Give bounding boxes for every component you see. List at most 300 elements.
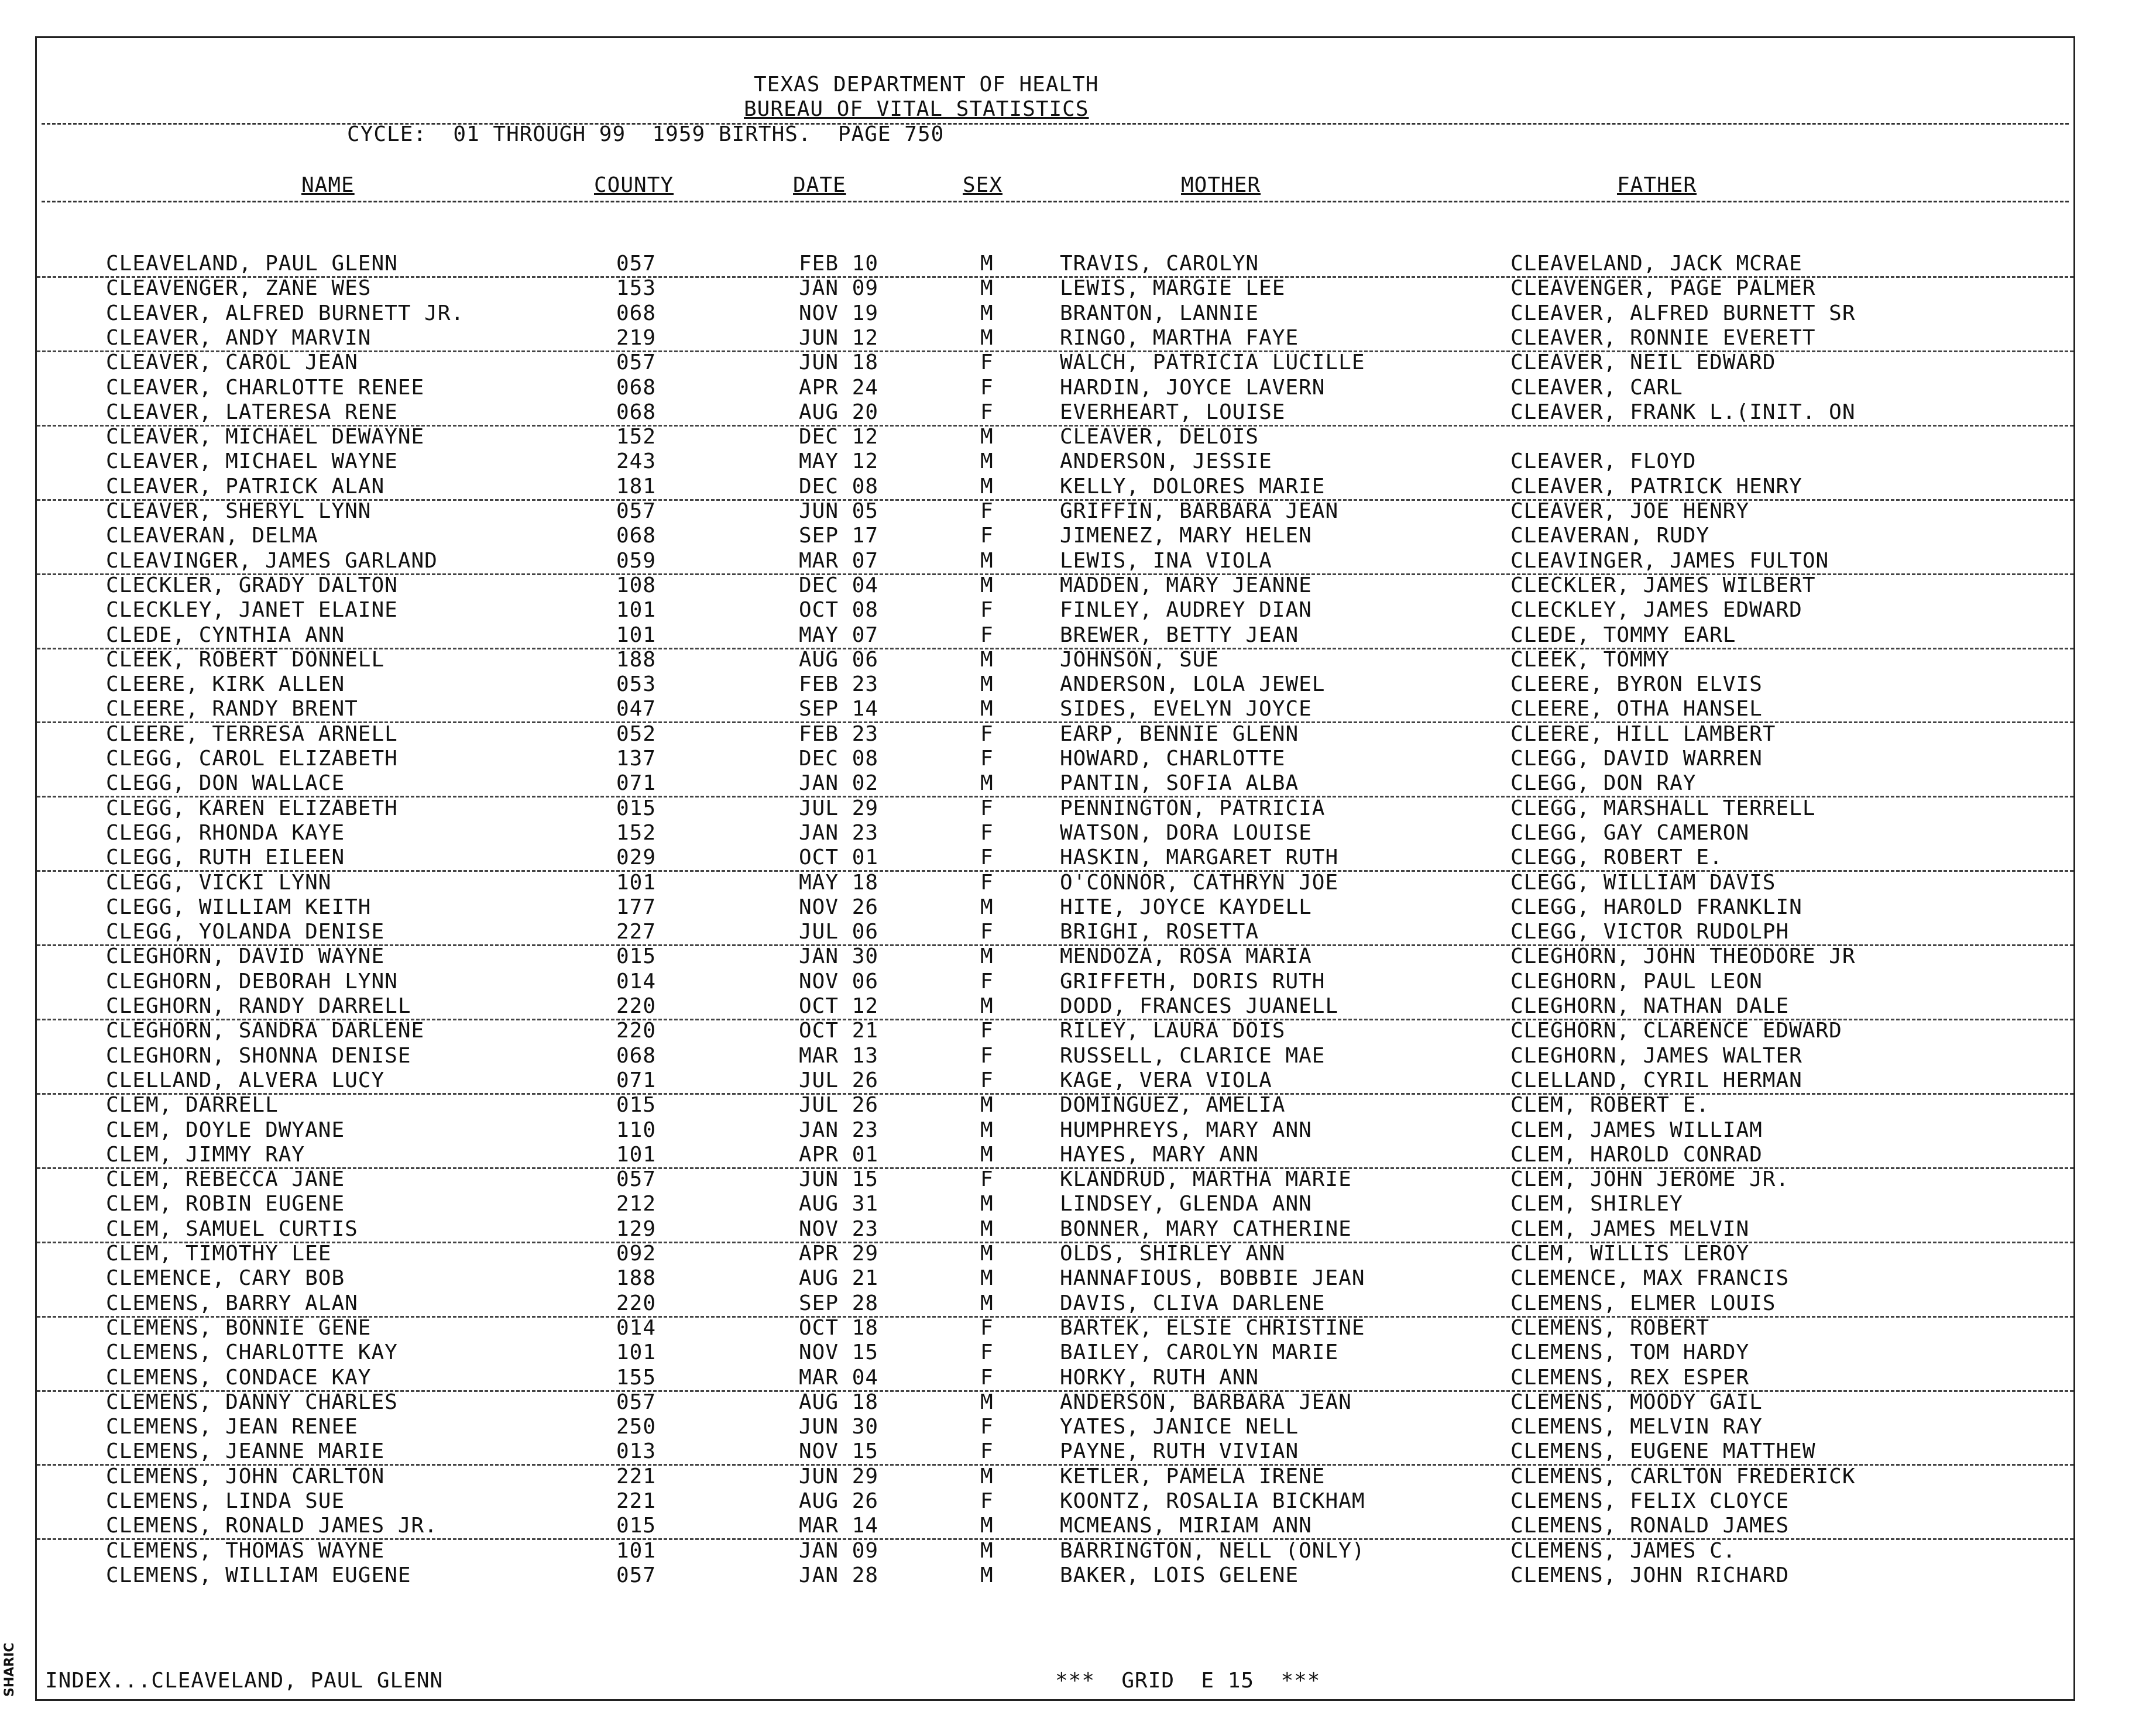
record-mother: DOMINGUEZ, AMELIA — [1060, 1093, 1286, 1118]
record-sex: F — [980, 350, 994, 375]
record-date: OCT 01 — [799, 845, 879, 870]
record-sex: M — [980, 647, 994, 672]
record-mother: PANTIN, SOFIA ALBA — [1060, 771, 1299, 796]
record-name: CLEGHORN, DEBORAH LYNN — [106, 969, 398, 994]
record-county: 250 — [616, 1415, 657, 1439]
record-father: CLEGG, DAVID WARREN — [1510, 747, 1763, 771]
record-sex: F — [980, 1167, 994, 1192]
record-row — [37, 871, 2073, 895]
record-county: 057 — [616, 350, 657, 375]
record-county: 188 — [616, 1266, 657, 1291]
record-name: CLEMENS, JEAN RENEE — [106, 1415, 358, 1439]
record-father: CLEMENS, RONALD JAMES — [1510, 1514, 1790, 1538]
record-father: CLEGG, GAY CAMERON — [1510, 820, 1750, 845]
record-sex: F — [980, 1068, 994, 1092]
record-mother: HITE, JOYCE KAYDELL — [1060, 895, 1312, 919]
record-county: 068 — [616, 400, 657, 424]
record-mother: PENNINGTON, PATRICIA — [1060, 796, 1326, 820]
record-name: CLEAVER, MICHAEL WAYNE — [106, 449, 398, 474]
record-sex: M — [980, 1242, 994, 1266]
record-mother: GRIFFIN, BARBARA JEAN — [1060, 499, 1339, 523]
record-sex: M — [980, 1291, 994, 1315]
record-county: 101 — [616, 1340, 657, 1365]
record-row — [37, 425, 2073, 449]
record-date: APR 01 — [799, 1142, 879, 1167]
record-sex: M — [980, 573, 994, 597]
record-mother: PAYNE, RUTH VIVIAN — [1060, 1439, 1299, 1464]
record-row — [37, 1291, 2073, 1318]
record-father: CLEMENS, TOM HARDY — [1510, 1340, 1750, 1365]
record-name: CLEMENS, CONDACE KAY — [106, 1365, 372, 1390]
record-sex: F — [980, 920, 994, 944]
record-father: CLEMENS, JAMES C. — [1510, 1538, 1736, 1563]
record-row — [37, 672, 2073, 697]
record-mother: ANDERSON, BARBARA JEAN — [1060, 1390, 1352, 1414]
record-date: MAR 14 — [799, 1514, 879, 1538]
record-name: CLEGHORN, SHONNA DENISE — [106, 1043, 411, 1068]
record-father: CLEM, ROBERT E. — [1510, 1093, 1710, 1118]
record-name: CLEAVERAN, DELMA — [106, 524, 318, 548]
column-header-mother: MOTHER — [1181, 173, 1261, 197]
record-sex: M — [980, 425, 994, 449]
record-name: CLEAVER, LATERESA RENE — [106, 400, 398, 424]
record-father: CLEM, JOHN JEROME JR. — [1510, 1167, 1790, 1192]
record-county: 068 — [616, 524, 657, 548]
record-father: CLEM, JAMES MELVIN — [1510, 1216, 1750, 1241]
record-row — [37, 1514, 2073, 1540]
record-sex: F — [980, 1019, 994, 1043]
record-father: CLEGG, ROBERT E. — [1510, 845, 1723, 870]
record-county: 137 — [616, 747, 657, 771]
record-sex: M — [980, 474, 994, 499]
record-sex: M — [980, 325, 994, 350]
record-county: 177 — [616, 895, 657, 919]
record-sex: M — [980, 1192, 994, 1216]
record-name: CLEM, DARRELL — [106, 1093, 279, 1118]
record-row — [37, 1242, 2073, 1266]
index-footer: INDEX...CLEAVELAND, PAUL GLENN — [45, 1669, 444, 1693]
record-mother: ANDERSON, LOLA JEWEL — [1060, 672, 1326, 697]
column-header-sex: SEX — [963, 173, 1003, 197]
record-name: CLEGG, DON WALLACE — [106, 771, 345, 796]
record-county: 220 — [616, 994, 657, 1018]
record-name: CLEAVER, CAROL JEAN — [106, 350, 358, 375]
column-header-father: FATHER — [1617, 173, 1697, 197]
record-mother: DODD, FRANCES JUANELL — [1060, 994, 1339, 1018]
record-mother: EARP, BENNIE GLENN — [1060, 721, 1299, 746]
record-date: OCT 18 — [799, 1315, 879, 1340]
record-mother: WALCH, PATRICIA LUCILLE — [1060, 350, 1365, 375]
column-header-name: NAME — [301, 173, 355, 197]
record-sex: M — [980, 1118, 994, 1142]
record-father: CLELLAND, CYRIL HERMAN — [1510, 1068, 1802, 1092]
record-father: CLEAVER, FLOYD — [1510, 449, 1697, 474]
record-date: JAN 09 — [799, 1538, 879, 1563]
record-county: 221 — [616, 1464, 657, 1489]
record-name: CLEMENS, BONNIE GENE — [106, 1315, 372, 1340]
record-name: CLEAVENGER, ZANE WES — [106, 276, 372, 301]
record-sex: F — [980, 623, 994, 647]
record-father: CLEGG, HAROLD FRANKLIN — [1510, 895, 1802, 919]
record-name: CLEMENS, THOMAS WAYNE — [106, 1538, 385, 1563]
record-father: CLEAVER, RONNIE EVERETT — [1510, 325, 1816, 350]
record-row — [37, 1415, 2073, 1439]
record-mother: HORKY, RUTH ANN — [1060, 1365, 1259, 1390]
record-mother: JOHNSON, SUE — [1060, 647, 1220, 672]
record-row — [37, 845, 2073, 872]
record-name: CLECKLER, GRADY DALTON — [106, 573, 398, 597]
record-date: MAR 07 — [799, 548, 879, 573]
record-name: CLEERE, KIRK ALLEN — [106, 672, 345, 697]
record-county: 014 — [616, 969, 657, 994]
record-sex: M — [980, 994, 994, 1018]
record-sex: F — [980, 870, 994, 895]
record-date: SEP 17 — [799, 524, 879, 548]
record-date: DEC 04 — [799, 573, 879, 597]
record-row — [37, 648, 2073, 672]
record-row — [37, 524, 2073, 548]
record-date: JAN 09 — [799, 276, 879, 301]
record-date: NOV 23 — [799, 1216, 879, 1241]
record-county: 068 — [616, 301, 657, 325]
record-sex: F — [980, 1043, 994, 1068]
record-sex: M — [980, 672, 994, 697]
record-name: CLEEK, ROBERT DONNELL — [106, 647, 385, 672]
record-mother: RUSSELL, CLARICE MAE — [1060, 1043, 1326, 1068]
record-sex: F — [980, 1415, 994, 1439]
record-sex: F — [980, 1489, 994, 1513]
record-name: CLEERE, RANDY BRENT — [106, 697, 358, 721]
record-county: 015 — [616, 796, 657, 820]
record-county: 153 — [616, 276, 657, 301]
record-father: CLEAVER, ALFRED BURNETT SR — [1510, 301, 1856, 325]
record-date: DEC 12 — [799, 425, 879, 449]
record-row — [37, 1366, 2073, 1392]
record-father: CLEMENS, MELVIN RAY — [1510, 1415, 1763, 1439]
record-date: JAN 02 — [799, 771, 879, 796]
record-row — [37, 301, 2073, 326]
record-date: JUN 15 — [799, 1167, 879, 1192]
record-mother: KAGE, VERA VIOLA — [1060, 1068, 1272, 1092]
record-mother: BRANTON, LANNIE — [1060, 301, 1259, 325]
record-date: APR 24 — [799, 375, 879, 400]
record-name: CLEGG, YOLANDA DENISE — [106, 920, 385, 944]
record-father: CLEERE, OTHA HANSEL — [1510, 697, 1763, 721]
record-row — [37, 598, 2073, 623]
record-mother: HOWARD, CHARLOTTE — [1060, 747, 1286, 771]
record-father: CLEMENS, CARLTON FREDERICK — [1510, 1464, 1856, 1489]
record-sex: M — [980, 1093, 994, 1118]
record-mother: SIDES, EVELYN JOYCE — [1060, 697, 1312, 721]
record-sex: M — [980, 276, 994, 301]
record-row — [37, 1563, 2073, 1588]
record-father: CLEGHORN, JAMES WALTER — [1510, 1043, 1802, 1068]
record-name: CLEAVER, MICHAEL DEWAYNE — [106, 425, 425, 449]
record-name: CLEM, JIMMY RAY — [106, 1142, 305, 1167]
record-date: MAY 12 — [799, 449, 879, 474]
record-father: CLEGHORN, CLARENCE EDWARD — [1510, 1019, 1842, 1043]
record-sex: M — [980, 1390, 994, 1414]
column-header-divider — [42, 201, 2069, 202]
record-name: CLEMENS, JEANNE MARIE — [106, 1439, 385, 1464]
record-date: MAY 07 — [799, 623, 879, 647]
record-county: 101 — [616, 598, 657, 623]
record-father: CLEGHORN, JOHN THEODORE JR — [1510, 944, 1856, 969]
record-mother: BARTEK, ELSIE CHRISTINE — [1060, 1315, 1365, 1340]
record-sex: F — [980, 1340, 994, 1365]
record-mother: BAKER, LOIS GELENE — [1060, 1563, 1299, 1587]
record-father: CLEMENCE, MAX FRANCIS — [1510, 1266, 1790, 1291]
record-name: CLECKLEY, JANET ELAINE — [106, 598, 398, 623]
record-mother: TRAVIS, CAROLYN — [1060, 252, 1259, 276]
record-sex: F — [980, 524, 994, 548]
record-date: JAN 23 — [799, 1118, 879, 1142]
record-county: 057 — [616, 1167, 657, 1192]
record-county: 219 — [616, 325, 657, 350]
department-title: TEXAS DEPARTMENT OF HEALTH — [754, 73, 1099, 97]
record-date: AUG 21 — [799, 1266, 879, 1291]
record-mother: O'CONNOR, CATHRYN JOE — [1060, 870, 1339, 895]
record-row — [37, 1167, 2073, 1192]
record-row — [37, 449, 2073, 474]
record-date: OCT 21 — [799, 1019, 879, 1043]
record-mother: JIMENEZ, MARY HELEN — [1060, 524, 1312, 548]
record-name: CLEGHORN, RANDY DARRELL — [106, 994, 411, 1018]
record-name: CLEGG, RUTH EILEEN — [106, 845, 345, 870]
record-date: MAR 13 — [799, 1043, 879, 1068]
record-row — [37, 276, 2073, 301]
record-county: 152 — [616, 425, 657, 449]
record-row — [37, 944, 2073, 969]
record-father: CLEGG, WILLIAM DAVIS — [1510, 870, 1776, 895]
record-father: CLEAVERAN, RUDY — [1510, 524, 1710, 548]
record-father: CLEMENS, EUGENE MATTHEW — [1510, 1439, 1816, 1464]
record-county: 129 — [616, 1216, 657, 1241]
record-name: CLEAVER, SHERYL LYNN — [106, 499, 372, 523]
column-header-date: DATE — [793, 173, 846, 197]
record-row — [37, 573, 2073, 598]
record-row — [37, 1019, 2073, 1043]
record-sex: M — [980, 895, 994, 919]
record-row — [37, 326, 2073, 352]
record-father: CLEM, HAROLD CONRAD — [1510, 1142, 1763, 1167]
record-sex: M — [980, 1514, 994, 1538]
record-county: 057 — [616, 499, 657, 523]
record-mother: BRIGHI, ROSETTA — [1060, 920, 1259, 944]
record-mother: OLDS, SHIRLEY ANN — [1060, 1242, 1286, 1266]
record-name: CLEM, TIMOTHY LEE — [106, 1242, 332, 1266]
record-county: 152 — [616, 820, 657, 845]
record-row — [37, 499, 2073, 524]
record-date: JUN 30 — [799, 1415, 879, 1439]
record-father: CLEEK, TOMMY — [1510, 647, 1670, 672]
record-name: CLEAVINGER, JAMES GARLAND — [106, 548, 438, 573]
record-name: CLEAVER, ALFRED BURNETT JR. — [106, 301, 465, 325]
record-date: DEC 08 — [799, 474, 879, 499]
record-sex: M — [980, 944, 994, 969]
record-county: 015 — [616, 1093, 657, 1118]
record-mother: HANNAFIOUS, BOBBIE JEAN — [1060, 1266, 1365, 1291]
record-sex: F — [980, 1439, 994, 1464]
record-name: CLEM, DOYLE DWYANE — [106, 1118, 345, 1142]
record-mother: KLANDRUD, MARTHA MARIE — [1060, 1167, 1352, 1192]
record-county: 013 — [616, 1439, 657, 1464]
record-row — [37, 1439, 2073, 1466]
record-date: JAN 23 — [799, 820, 879, 845]
record-county: 052 — [616, 721, 657, 746]
record-name: CLEMENS, RONALD JAMES JR. — [106, 1514, 438, 1538]
record-county: 068 — [616, 1043, 657, 1068]
record-date: NOV 26 — [799, 895, 879, 919]
record-mother: EVERHEART, LOUISE — [1060, 400, 1286, 424]
record-county: 101 — [616, 623, 657, 647]
record-county: 101 — [616, 1142, 657, 1167]
header-divider — [42, 123, 2069, 125]
record-sex: M — [980, 252, 994, 276]
record-mother: CLEAVER, DELOIS — [1060, 425, 1259, 449]
record-county: 101 — [616, 870, 657, 895]
record-name: CLEMENCE, CARY BOB — [106, 1266, 345, 1291]
record-mother: BAILEY, CAROLYN MARIE — [1060, 1340, 1339, 1365]
record-name: CLEMENS, CHARLOTTE KAY — [106, 1340, 398, 1365]
record-father: CLEAVER, CARL — [1510, 375, 1683, 400]
record-father: CLECKLEY, JAMES EDWARD — [1510, 598, 1802, 623]
record-date: JUN 29 — [799, 1464, 879, 1489]
record-mother: LEWIS, MARGIE LEE — [1060, 276, 1286, 301]
record-father: CLEGHORN, NATHAN DALE — [1510, 994, 1790, 1018]
record-row — [37, 549, 2073, 575]
record-row — [37, 796, 2073, 821]
record-date: SEP 14 — [799, 697, 879, 721]
record-date: JUL 29 — [799, 796, 879, 820]
record-row — [37, 400, 2073, 427]
record-name: CLEDE, CYNTHIA ANN — [106, 623, 345, 647]
record-sex: F — [980, 820, 994, 845]
record-father: CLEAVER, JOE HENRY — [1510, 499, 1750, 523]
record-county: 212 — [616, 1192, 657, 1216]
record-mother: LEWIS, INA VIOLA — [1060, 548, 1272, 573]
record-date: NOV 19 — [799, 301, 879, 325]
record-name: CLELLAND, ALVERA LUCY — [106, 1068, 385, 1092]
record-mother: DAVIS, CLIVA DARLENE — [1060, 1291, 1326, 1315]
record-sex: M — [980, 1142, 994, 1167]
record-name: CLEAVER, CHARLOTTE RENEE — [106, 375, 425, 400]
record-date: MAR 04 — [799, 1365, 879, 1390]
record-father: CLEGG, MARSHALL TERRELL — [1510, 796, 1816, 820]
record-county: 220 — [616, 1019, 657, 1043]
record-date: JAN 28 — [799, 1563, 879, 1587]
record-mother: BARRINGTON, NELL (ONLY) — [1060, 1538, 1365, 1563]
record-date: NOV 15 — [799, 1439, 879, 1464]
record-county: 188 — [616, 647, 657, 672]
record-date: SEP 28 — [799, 1291, 879, 1315]
record-row — [37, 722, 2073, 747]
record-county: 057 — [616, 252, 657, 276]
record-date: MAY 18 — [799, 870, 879, 895]
record-date: FEB 10 — [799, 252, 879, 276]
record-mother: HARDIN, JOYCE LAVERN — [1060, 375, 1326, 400]
record-mother: KELLY, DOLORES MARIE — [1060, 474, 1326, 499]
record-father: CLEMENS, FELIX CLOYCE — [1510, 1489, 1790, 1513]
record-row — [37, 697, 2073, 723]
record-mother: LINDSEY, GLENDA ANN — [1060, 1192, 1312, 1216]
record-name: CLEGG, RHONDA KAYE — [106, 820, 345, 845]
record-row — [37, 895, 2073, 920]
record-row — [37, 623, 2073, 649]
grid-footer: *** GRID E 15 *** — [1055, 1669, 1321, 1693]
record-mother: KOONTZ, ROSALIA BICKHAM — [1060, 1489, 1365, 1513]
record-county: 068 — [616, 375, 657, 400]
record-name: CLEGHORN, DAVID WAYNE — [106, 944, 385, 969]
record-date: JUL 06 — [799, 920, 879, 944]
record-mother: HAYES, MARY ANN — [1060, 1142, 1259, 1167]
record-father: CLEM, SHIRLEY — [1510, 1192, 1683, 1216]
record-row — [37, 821, 2073, 845]
record-father: CLEAVER, NEIL EDWARD — [1510, 350, 1776, 375]
record-sex: F — [980, 796, 994, 820]
record-name: CLEM, REBECCA JANE — [106, 1167, 345, 1192]
record-mother: WATSON, DORA LOUISE — [1060, 820, 1312, 845]
record-father: CLEGHORN, PAUL LEON — [1510, 969, 1763, 994]
record-father: CLEM, JAMES WILLIAM — [1510, 1118, 1763, 1142]
record-date: AUG 18 — [799, 1390, 879, 1414]
record-father: CLEMENS, REX ESPER — [1510, 1365, 1750, 1390]
record-row — [37, 1539, 2073, 1563]
record-name: CLEGG, KAREN ELIZABETH — [106, 796, 398, 820]
record-date: JUL 26 — [799, 1093, 879, 1118]
record-row — [37, 1068, 2073, 1095]
record-date: AUG 20 — [799, 400, 879, 424]
record-sex: M — [980, 449, 994, 474]
record-date: OCT 12 — [799, 994, 879, 1018]
record-name: CLEAVER, ANDY MARVIN — [106, 325, 372, 350]
record-row — [37, 747, 2073, 771]
record-county: 243 — [616, 449, 657, 474]
margin-mark: SHARIC — [2, 1642, 17, 1697]
record-county: 057 — [616, 1563, 657, 1587]
record-name: CLEM, ROBIN EUGENE — [106, 1192, 345, 1216]
record-father: CLEAVENGER, PAGE PALMER — [1510, 276, 1816, 301]
record-county: 071 — [616, 771, 657, 796]
record-mother: HASKIN, MARGARET RUTH — [1060, 845, 1339, 870]
record-mother: MENDOZA, ROSA MARIA — [1060, 944, 1312, 969]
record-county: 181 — [616, 474, 657, 499]
record-name: CLEMENS, WILLIAM EUGENE — [106, 1563, 411, 1587]
record-mother: MADDEN, MARY JEANNE — [1060, 573, 1312, 597]
record-row — [37, 1192, 2073, 1216]
record-name: CLEGHORN, SANDRA DARLENE — [106, 1019, 425, 1043]
record-county: 029 — [616, 845, 657, 870]
record-date: NOV 15 — [799, 1340, 879, 1365]
record-father: CLEMENS, JOHN RICHARD — [1510, 1563, 1790, 1587]
record-sex: F — [980, 375, 994, 400]
record-name: CLEMENS, DANNY CHARLES — [106, 1390, 398, 1414]
record-date: APR 29 — [799, 1242, 879, 1266]
record-row — [37, 994, 2073, 1020]
record-county: 057 — [616, 1390, 657, 1414]
record-county: 047 — [616, 697, 657, 721]
record-father: CLEAVER, PATRICK HENRY — [1510, 474, 1802, 499]
cycle-line: CYCLE: 01 THROUGH 99 1959 BIRTHS. PAGE 750 — [347, 122, 945, 146]
record-father: CLEGG, VICTOR RUDOLPH — [1510, 920, 1790, 944]
record-name: CLEGG, CAROL ELIZABETH — [106, 747, 398, 771]
record-county: 092 — [616, 1242, 657, 1266]
record-row — [37, 1316, 2073, 1340]
record-date: JUN 12 — [799, 325, 879, 350]
record-sex: M — [980, 1464, 994, 1489]
record-father: CLEAVINGER, JAMES FULTON — [1510, 548, 1829, 573]
record-sex: F — [980, 1365, 994, 1390]
